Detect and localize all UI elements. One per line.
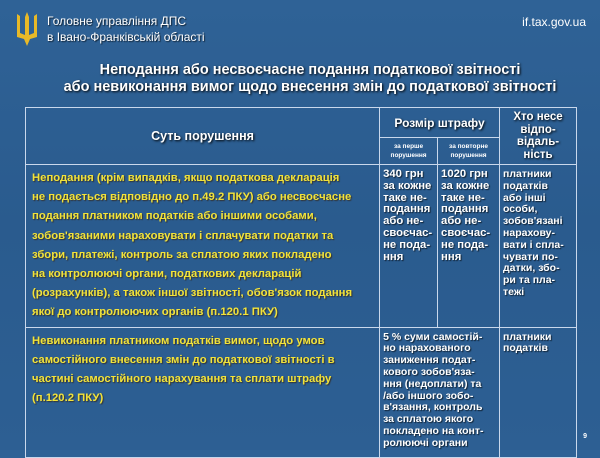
fines-table xyxy=(25,107,577,458)
header-first-violation: за перше порушення xyxy=(380,138,438,165)
header-fine: Розмір штрафу xyxy=(380,108,500,138)
trident-icon xyxy=(16,11,38,47)
responsible: платники податків або інші особи, зобов'язані нарахову- вати і спла- чувати по- датки, збо- ри та пла- тежі xyxy=(500,165,577,328)
page-number: 9 xyxy=(583,433,587,440)
table-row xyxy=(26,327,577,457)
fine-repeat: 1020 грн за кожне таке не- подання або не- своєчас- не пода- ння xyxy=(438,165,500,328)
header-essence: Суть порушення xyxy=(26,108,380,165)
header-responsible: Хто несе відпо- відаль- ність xyxy=(500,108,577,165)
fine-first: 340 грн за кожне таке не- подання або не- своєчас- не пода- ння xyxy=(380,165,438,328)
violation-essence: Неподання (крім випадків, якщо податкова декларація не подається відповідно до п.49.2 ПКУ) або несвоєчасне подання платником податків або іншими особами, зобов'язаними нараховувати і сплачувати податки та збори, платежі, контроль за сплатою яких покладено на контролюючі органи, податкових декларацій (розрахунків), а також іншої звітності, обов'язок подання якої до контролюючих органів (п.120.1 ПКУ) xyxy=(26,165,380,328)
page-title: Неподання або несвоєчасне подання податкової звітності або невиконання вимог щодо внесення змін до податкової звітності xyxy=(63,62,557,95)
organization-name xyxy=(47,13,205,45)
website-link[interactable]: if.tax.gov.ua xyxy=(522,15,586,29)
responsible: платники податків xyxy=(500,327,577,457)
org-line-1: Головне управління ДПС xyxy=(47,14,187,28)
fine-amount: 5 % суми самостій- но нарахованого заниження подат- кового зобов'яза- ння (недоплати) та /або іншого зобо- в'язання, контроль за сплатою якого покладено на конт- ролюючі органи xyxy=(380,327,500,457)
org-line-2: в Івано-Франківській області xyxy=(47,30,205,44)
header-repeat-violation: за повторне порушення xyxy=(438,138,500,165)
table-row xyxy=(26,165,577,328)
violation-essence: Невиконання платником податків вимог, щодо умов самостійного внесення змін до податкової звітності в частині самостійного нарахування та сплати штрафу (п.120.2 ПКУ) xyxy=(26,327,380,457)
